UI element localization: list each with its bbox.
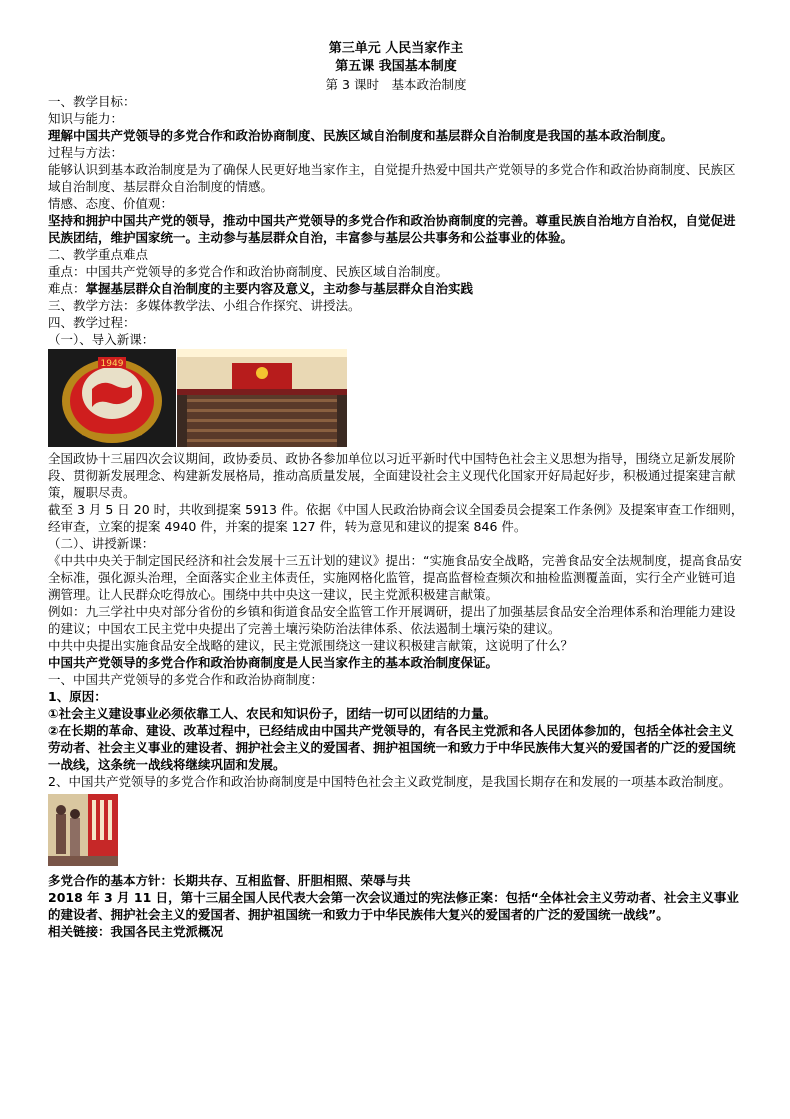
key-points-heading: 二、教学重点难点 bbox=[48, 247, 149, 262]
emotion-text: 坚持和拥护中国共产党的领导，推动中国共产党领导的多党合作和政治协商制度的完善。尊重民族自治地方自治权，自觉促进民族团结，维护国家统一。主动参与基层群众自治，丰富参与基层公共事务和公益事业的体验。 bbox=[48, 213, 736, 245]
reason-label: 1、原因： bbox=[48, 689, 107, 704]
section-1-heading: 一、中国共产党领导的多党合作和政治协商制度： bbox=[48, 672, 324, 687]
lecture-question: 中共中央提出实施食品安全战略的建议，民主党派围绕这一建议积极建言献策，这说明了什么？ bbox=[48, 638, 574, 653]
emblem-year-text: 1949 bbox=[100, 359, 124, 369]
process-heading: 四、教学过程： bbox=[48, 315, 136, 330]
difficulty-label: 难点： bbox=[48, 281, 86, 296]
lecture-label: （二）、讲授新课： bbox=[48, 536, 155, 551]
key-difficulty bbox=[48, 280, 744, 297]
process-label: 过程与方法： bbox=[48, 145, 124, 160]
lecture-para-4: 例如：九三学社中央对部分省份的乡镇和街道食品安全监管工作开展调研，提出了加强基层食品安全治理体系和治理能力建设的建议；中国农工民主党中央提出了完善土壤污染防治法律体系、依法遏制土壤污染的建议。 bbox=[48, 604, 736, 636]
assembly-hall-image bbox=[177, 349, 347, 447]
methods: 三、教学方法：多媒体教学法、小组合作探究、讲授法。 bbox=[48, 298, 361, 313]
unit-title: 第三单元 人民当家作主 bbox=[328, 41, 464, 56]
difficulty-text: 掌握基层群众自治制度的主要内容及意义，主动参与基层群众自治实践 bbox=[85, 281, 474, 296]
cppcc-emblem-image bbox=[48, 349, 176, 447]
key-focus: 重点：中国共产党领导的多党合作和政治协商制度、民族区域自治制度。 bbox=[48, 264, 449, 279]
emotion-label: 情感、态度、价值观： bbox=[48, 196, 174, 211]
process-text: 能够认识到基本政治制度是为了确保人民更好地当家作主，自觉提升热爱中国共产党领导的多党合作和政治协商制度、民族区域自治制度、基层群众自治制度的情感。 bbox=[48, 162, 736, 194]
knowledge-text: 理解中国共产党领导的多党合作和政治协商制度、民族区域自治制度和基层群众自治制度是我国的基本政治制度。 bbox=[48, 128, 674, 143]
related-link: 相关链接：我国各民主党派概况 bbox=[48, 924, 224, 939]
lesson-title: 第五课 我国基本制度 bbox=[335, 59, 457, 74]
amendment-para: 2018 年 3 月 11 日，第十三届全国人民代表大会第一次会议通过的宪法修正案：包括“全体社会主义劳动者、社会主义事业的建设者、拥护社会主义的爱国者、拥护祖国统一和致力于中华民族伟大复兴的爱国者的广泛的爱国统一战线”。 bbox=[48, 890, 739, 922]
point-2: 2、中国共产党领导的多党合作和政治协商制度是中国特色社会主义政党制度，是我国长期存在和发展的一项基本政治制度。 bbox=[48, 774, 731, 789]
intro-images bbox=[48, 349, 744, 449]
objectives-heading: 一、教学目标： bbox=[48, 94, 136, 109]
intro-label: （一）、导入新课： bbox=[48, 332, 155, 347]
document-page bbox=[48, 40, 744, 940]
reason-2: ②在长期的革命、建设、改革过程中，已经结成由中国共产党领导的，有各民主党派和各人民团体参加的，包括全体社会主义劳动者、社会主义事业的建设者、拥护社会主义的爱国者、拥护祖国统一和致力于中华民族伟大复兴的爱国者的广泛的爱国统一战线，这条统一战线将继续巩固和发展。 bbox=[48, 723, 736, 772]
knowledge-label: 知识与能力： bbox=[48, 111, 124, 126]
policy-line: 多党合作的基本方针：长期共存、互相监督、肝胆相照、荣辱与共 bbox=[48, 873, 411, 888]
reason-1: ①社会主义建设事业必须依靠工人、农民和知识份子，团结一切可以团结的力量。 bbox=[48, 706, 497, 721]
intro-para-2: 截至 3 月 5 日 20 时，共收到提案 5913 件。依据《中国人民政治协商会议全国委员会提案工作条例》及提案审查工作细则，经审查，立案的提案 4940 件，并案的提案 127 件，转为意见和建议的提案 846 件。 bbox=[48, 502, 744, 534]
intro-para-1: 全国政协十三届四次会议期间，政协委员、政协各参加单位以习近平新时代中国特色社会主义思想为指导，围绕立足新发展阶段、贯彻新发展理念、构建新发展格局，推动高质量发展，全面建设社会主义现代化国家开好局起好步，积极通过提案建言献策，履职尽责。 bbox=[48, 451, 736, 500]
party-poster-image bbox=[48, 794, 118, 866]
lecture-conclusion: 中国共产党领导的多党合作和政治协商制度是人民当家作主的基本政治制度保证。 bbox=[48, 655, 499, 670]
period-title: 第 3 课时 基本政治制度 bbox=[325, 77, 467, 92]
lecture-para-3: 《中共中央关于制定国民经济和社会发展十三五计划的建议》提出：“实施食品安全战略，完善食品安全法规制度，提高食品安全标准，强化源头治理，全面落实企业主体责任，实施网格化监管，提高监督检查频次和抽检监测覆盖面，实行全产业链可追溯管理。让人民群众吃得放心。围绕中共中央这一建议，民主党派积极建言献策。 bbox=[48, 553, 742, 602]
